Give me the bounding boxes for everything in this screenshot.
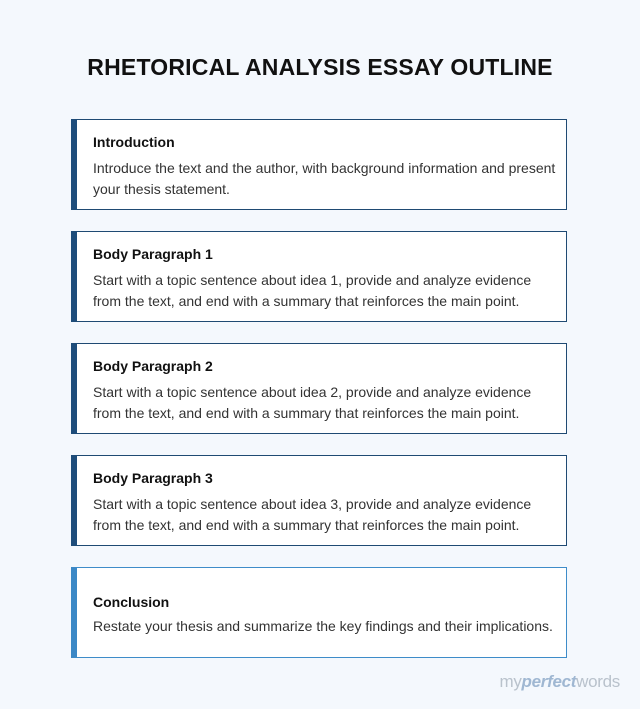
section-body-paragraph-2: [71, 343, 567, 434]
section-conclusion: [71, 567, 567, 658]
section-heading: Body Paragraph 2: [93, 358, 213, 374]
brand-logo: [499, 672, 620, 692]
section-text: Start with a topic sentence about idea 1, provide and analyze evidence from the text, and end with a summary that reinforces the main point.: [93, 272, 532, 309]
section-body-paragraph-3: [71, 455, 567, 546]
logo-part-words: words: [576, 672, 620, 691]
section-heading: Introduction: [93, 134, 175, 150]
section-introduction: [71, 119, 567, 210]
logo-part-my: my: [499, 672, 522, 691]
section-heading: Body Paragraph 1: [93, 246, 213, 262]
section-body-paragraph-1: [71, 231, 567, 322]
section-text: Introduce the text and the author, with background information and present your thesis statement.: [93, 160, 556, 197]
logo-part-perfect: perfect: [521, 672, 577, 691]
section-text: Start with a topic sentence about idea 2, provide and analyze evidence from the text, and end with a summary that reinforces the main point.: [93, 384, 532, 421]
section-text: Start with a topic sentence about idea 3, provide and analyze evidence from the text, and end with a summary that reinforces the main point.: [93, 496, 532, 533]
section-heading: Conclusion: [93, 594, 170, 610]
section-text: Restate your thesis and summarize the key findings and their implications.: [93, 618, 553, 634]
section-heading: Body Paragraph 3: [93, 470, 213, 486]
page-title: RHETORICAL ANALYSIS ESSAY OUTLINE: [87, 54, 553, 80]
